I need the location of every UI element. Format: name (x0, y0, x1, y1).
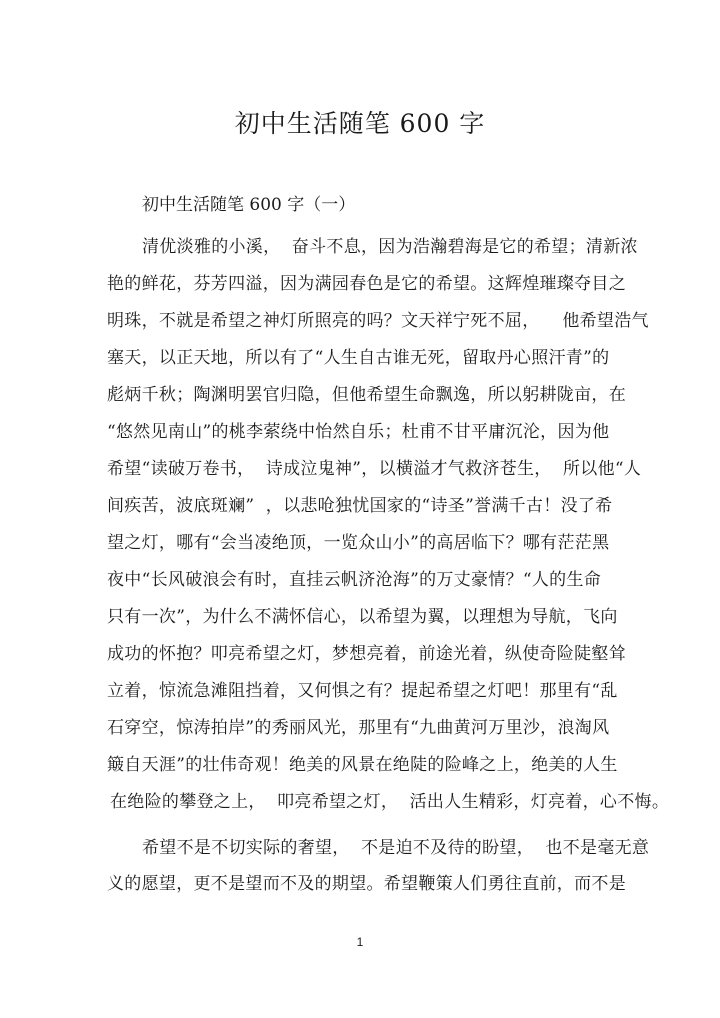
text-line: “悠然见南山”的桃李萦绕中怡然自乐；杜甫不甘平庸沉沦，因为他 (107, 422, 610, 442)
text-line: 成功的怀抱？叩亮希望之灯，梦想亮着，前途光着，纵使奇险陡壑耸 (107, 644, 626, 664)
text-line: 塞天，以正天地，所以有了“人生自古谁无死，留取丹心照汗青”的 (107, 348, 610, 368)
text-line: 义的愿望，更不是望而不及的期望。希望鞭策人们勇往直前，而不是 (107, 874, 626, 894)
text-line: 石穿空，惊涛拍岸”的秀丽风光，那里有“九曲黄河万里沙，浪淘风 (107, 718, 610, 738)
text-line: 立着，惊流急滩阻挡着，又何惧之有？提起希望之灯吧！那里有“乱 (107, 681, 618, 701)
text-line: 彪炳千秋；陶渊明罢官归隐，但他希望生命飘逸，所以躬耕陇亩，在 (107, 385, 626, 405)
text-line: 簸自天涯”的壮伟奇观！绝美的风景在绝陡的险峰之上，绝美的人生 (107, 755, 618, 775)
text-line: 希望不是不切实际的奢望， 不是迫不及待的盼望， 也不是毫无意 (142, 838, 650, 858)
text-line: 夜中“长风破浪会有时，直挂云帆济沧海”的万丈豪情？“人的生命 (107, 570, 602, 590)
subtitle: 初中生活随笔 600 字（一） (142, 195, 356, 215)
page-title: 初中生活随笔 600 字 (234, 109, 486, 138)
text-line: 清优淡雅的小溪， 奋斗不息，因为浩瀚碧海是它的希望；清新浓 (142, 237, 638, 257)
text-line: 望之灯，哪有“会当凌绝顶，一览众山小”的高居临下？哪有茫茫黑 (107, 533, 610, 553)
text-line: 明珠，不就是希望之神灯所照亮的吗？文天祥宁死不屈， 他希望浩气 (107, 311, 649, 331)
text-line: 间疾苦，波底斑斓” ，以悲呛独忧国家的“诗圣”誉满千古！没了希 (107, 496, 613, 516)
text-line: 在绝险的攀登之上， 叩亮希望之灯， 活出人生精彩，灯亮着，心不悔。 (110, 792, 670, 812)
text-line: 艳的鲜花，芬芳四溢，因为满园春色是它的希望。这辉煌璀璨夺目之 (107, 274, 626, 294)
page-number: 1 (356, 935, 364, 949)
text-line: 希望“读破万卷书， 诗成泣鬼神”，以横溢才气救济苍生， 所以他“人 (107, 459, 642, 479)
text-line: 只有一次”，为什么不满怀信心，以希望为翼，以理想为导航，飞向 (107, 607, 618, 627)
